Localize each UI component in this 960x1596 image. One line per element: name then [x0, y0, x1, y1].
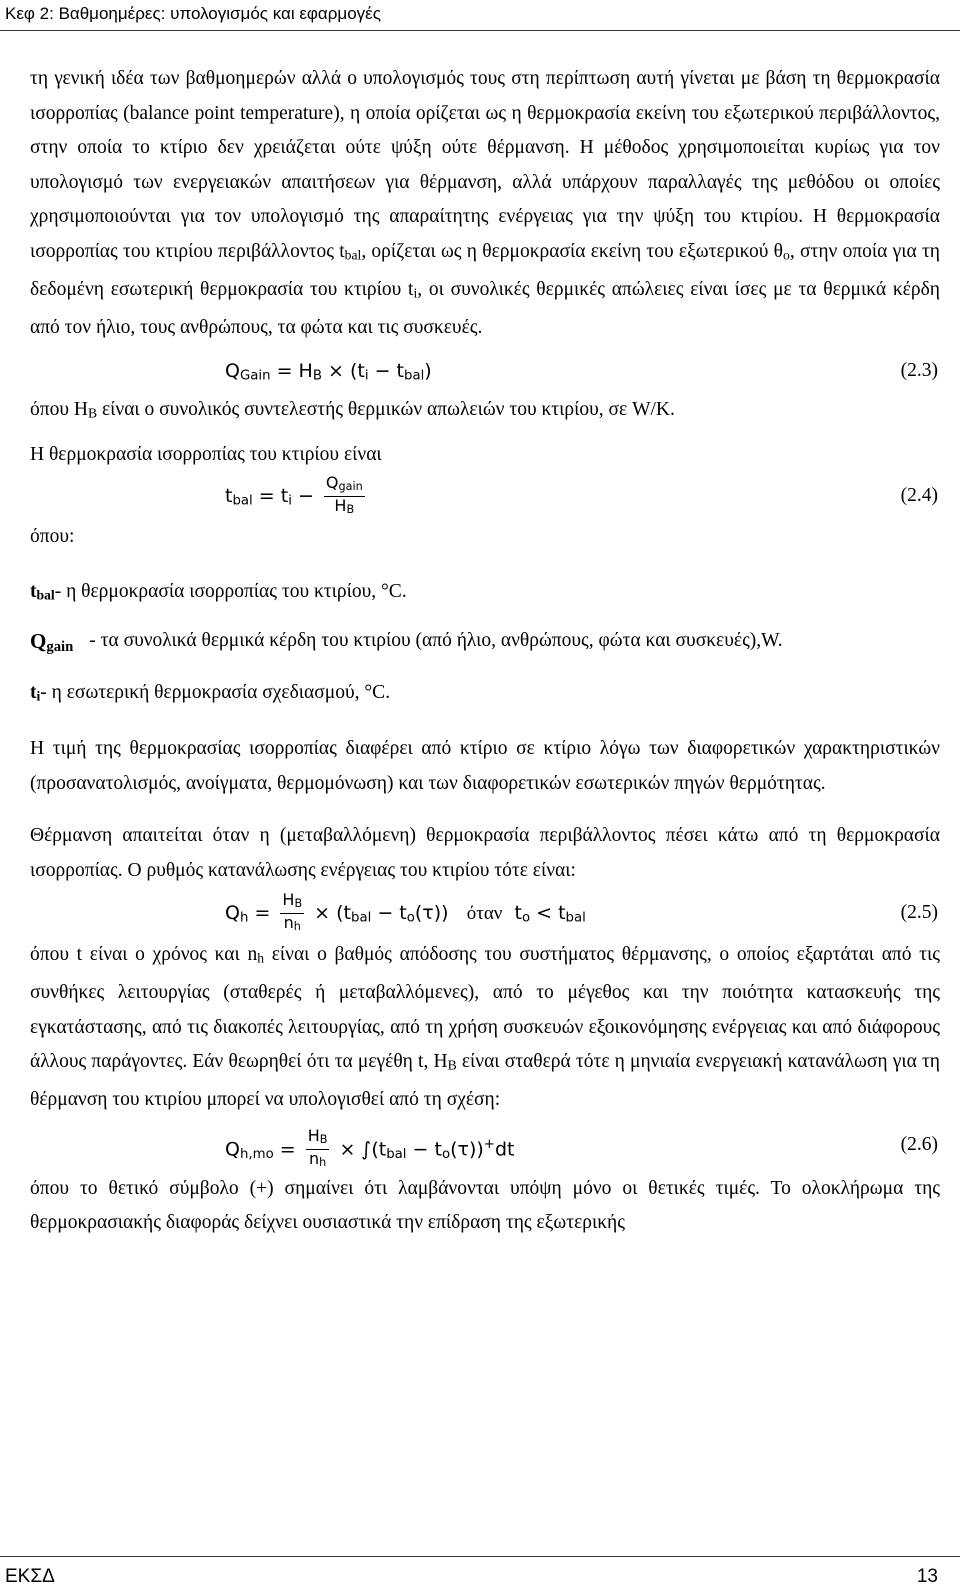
equation-number: (2.4) [900, 485, 938, 507]
paragraph-heating-required: Θέρμανση απαιτείται όταν η (μεταβαλλόμενη) θερμοκρασία περιβάλλοντος πέσει κάτω από τη θερμοκρασία ισορροπίας. Ο ρυθμός κατανάλωσης ενέργειας του κτιρίου τότε είναι: [30, 825, 940, 881]
paragraph-positive-sign: όπου το θετικό σύμβολο (+) σημαίνει ότι λαμβάνονται υπόψη μόνο οι θετικές τιμές. Το ολοκλήρωμα της θερμοκρασιακής διαφοράς δείχνει ουσιαστικά την επίδραση της εξωτερικής [30, 1177, 940, 1234]
paragraph-efficiency: όπου t είναι ο χρόνος και $n_h$ είναι ο βαθμός απόδοσης του συστήματος θέρμανσης, ο οποίος εξαρτάται από τις συνθήκες λειτουργίας (σταθερές ή μεταβαλλόμενες), από το μέγεθος και την ποιότητα κατασκευής της εγκατάστασης, από τις διακοπές λειτουργίας, από τη χρήση συσκευών εξοικονόμησης ενέργειας και από διάφορους άλλους παράγοντες. Εάν θεωρηθεί ότι τα μεγέθη t, $H_B$ είναι σταθερά τότε η μηνιαία ενεργειακή κατανάλωση για τη θέρμανση του κτιρίου μπορεί να υπολογισθεί από τη σχέση: [30, 944, 940, 1111]
paragraph-balance-variation: Η τιμή της θερμοκρασίας ισορροπίας διαφέρει από κτίριο σε κτίριο λόγω των διαφορετικών χαρακτηριστικών (προσανατολισμός, ανοίγματα, θερμομόνωση) και των διαφορετικών εσωτερικών πηγών θερμότητας. [30, 738, 940, 794]
fraction: $\frac{Q_{gain}}{H_B}$ [325, 472, 363, 517]
paragraph-balance-point: τη γενική ιδέα των βαθμοημερών αλλά ο υπολογισμός τους στη περίπτωση αυτή γίνεται με βάση τη θερμοκρασία ισορροπίας (balance point temperature), η οποία ορίζεται ως η θερμοκρασία εκείνη του εξωτερικού περιβάλλοντος, στην οποία το κτίριο δεν χρειάζεται ούτε ψύξη ούτε θέρμανση. Η μέθοδος χρησιμοποιείται κυρίως για τον υπολογισμό των ενεργειακών απαιτήσεων για θέρμανση, αλλά υπάρχουν παραλλαγές της μεθόδου οι οποίες χρησιμοποιούνται για τον υπολογισμό της απαραίτητης ενέργειας για την ψύξη του κτιρίου. Η θερμοκρασία ισορροπίας του κτιρίου περιβάλλοντος $t_{bal}$, ορίζεται ως η θερμοκρασία εκείνη του εξωτερικού $\theta_o$, στην οποία για τη δεδομένη εσωτερική θερμοκρασία του κτιρίου $t_i$, οι συνολικές θερμικές απώλειες είναι ίσες με τα θερμικά κέρδη από τον ήλιο, τους ανθρώπους, τα φώτα και τις συσκευές. [30, 68, 940, 338]
fraction: $\frac{H_B}{n_h}$ [307, 1126, 328, 1170]
footer-rule [0, 1556, 960, 1557]
definition-item: $t_{bal}$ - η θερμοκρασία ισορροπίας του κτιρίου, °C. [30, 580, 407, 603]
equation-2-5: $Q_h$ = $\frac{H_B}{n_h}$ × $(t_{bal} - t_o(\tau))$ όταν $t_o < t_{bal}$ (2.5) [30, 888, 940, 938]
page-number: 13 [916, 1566, 938, 1587]
equation-number: (2.6) [900, 1133, 938, 1155]
definition-list [30, 575, 940, 714]
header-rule [0, 30, 960, 31]
document-body [30, 62, 940, 1241]
paragraph-tbal-intro: Η θερμοκρασία ισορροπίας του κτιρίου είναι [30, 443, 382, 465]
page-footer [0, 1556, 960, 1596]
fraction: $\frac{H_B}{n_h}$ [282, 889, 303, 934]
where-label: όπου: [30, 526, 75, 548]
page-header [0, 0, 960, 28]
definition-item: $t_i$ - η εσωτερική θερμοκρασία σχεδιασμού, °C. [30, 682, 391, 705]
equation-number: (2.3) [900, 360, 938, 382]
chapter-title: Κεφ 2: Βαθμοημέρες: υπολογισμός και εφαρμογές [5, 4, 381, 23]
paragraph-hb-definition: όπου $H_B$ είναι ο συνολικός συντελεστής θερμικών απωλειών του κτιρίου, σε W/K. [30, 399, 675, 422]
footer-label: ΕΚΣΔ [5, 1566, 55, 1587]
definition-item: $Q_{gain}$ - τα συνολικά θερμικά κέρδη του κτιρίου (από ήλιο, ανθρώπους, φώτα και συσκευές),W. [30, 629, 783, 656]
equation-number: (2.5) [900, 902, 938, 924]
equation-2-3: $Q_{Gain} = H_B \times (t_i - t_{bal})$ (2.3) [30, 353, 940, 389]
equation-2-6: $Q_{h,mo}$ = $\frac{H_B}{n_h}$ × $\int(t_{bal} - t_o(\tau))^+dt$ (2.6) [30, 1118, 940, 1172]
equation-2-4: $t_{bal} = t_i$ − $\frac{Q_{gain}}{H_B}$ (2.4) [30, 472, 940, 520]
